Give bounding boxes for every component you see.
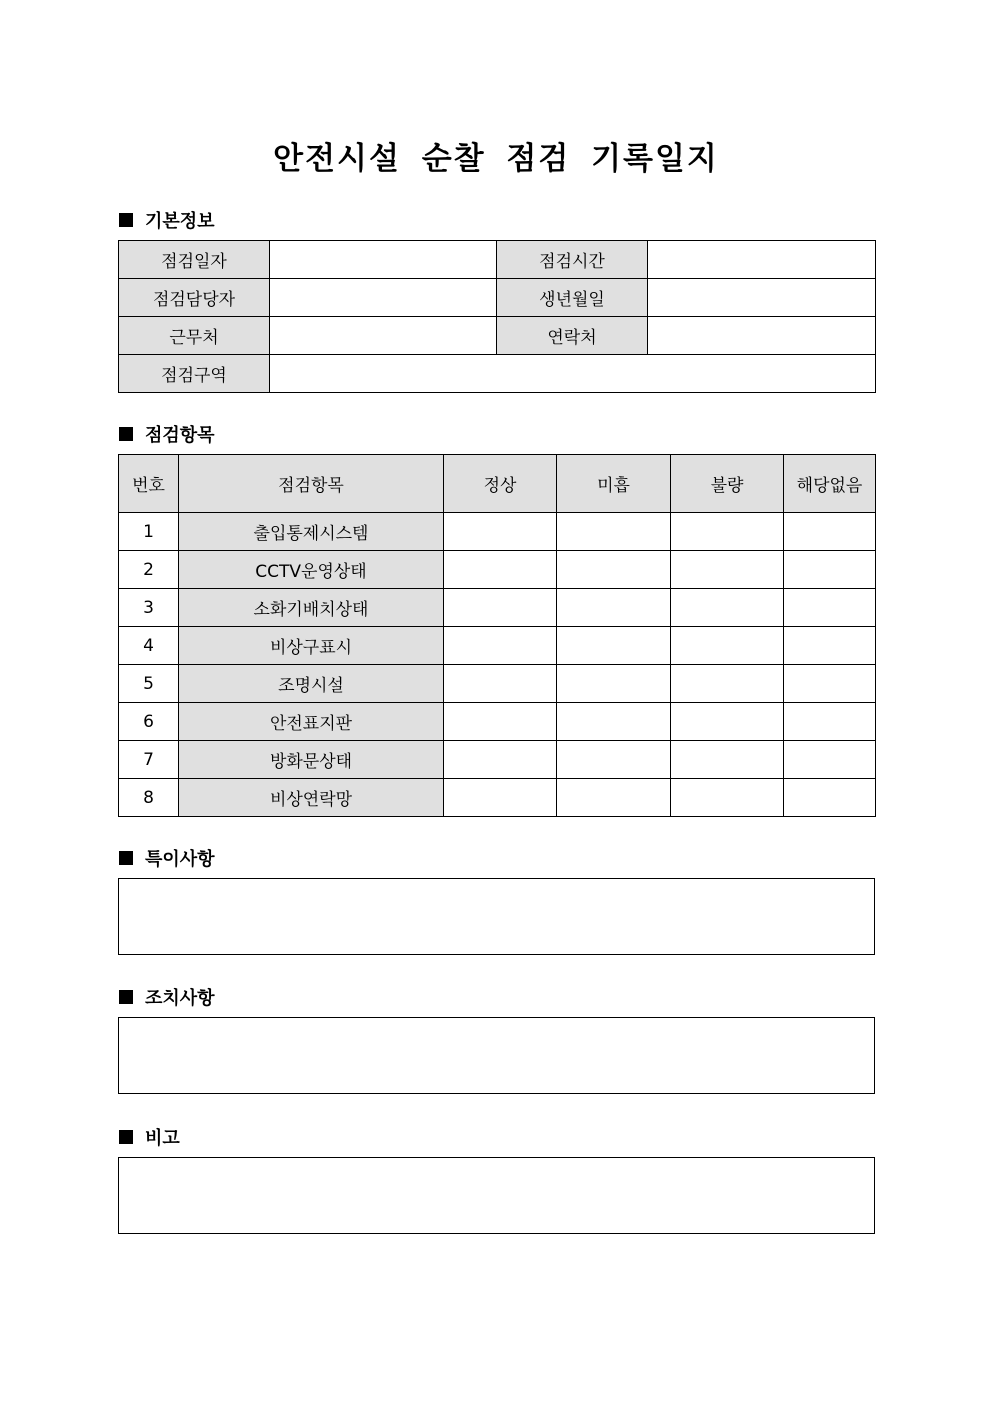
check-cell-defective[interactable] xyxy=(671,779,784,817)
check-cell-insufficient[interactable] xyxy=(557,741,671,779)
row-number: 6 xyxy=(119,703,179,741)
inspector-field[interactable] xyxy=(270,279,497,317)
row-number: 5 xyxy=(119,665,179,703)
square-bullet-icon xyxy=(119,990,133,1004)
table-row xyxy=(119,627,876,665)
table-row xyxy=(119,279,876,317)
check-cell-defective[interactable] xyxy=(671,589,784,627)
section-heading-remarks xyxy=(119,1126,180,1148)
check-cell-insufficient[interactable] xyxy=(557,589,671,627)
workplace-field[interactable] xyxy=(270,317,497,355)
section-heading-notes xyxy=(119,847,215,869)
check-cell-defective[interactable] xyxy=(671,551,784,589)
workplace-label: 근무처 xyxy=(119,317,270,355)
square-bullet-icon xyxy=(119,1130,133,1144)
table-row xyxy=(119,703,876,741)
birth-date-field[interactable] xyxy=(648,279,876,317)
col-header-normal: 정상 xyxy=(444,455,557,513)
contact-field[interactable] xyxy=(648,317,876,355)
inspection-time-label: 점검시간 xyxy=(497,241,648,279)
section-heading-items xyxy=(119,423,215,445)
check-cell-normal[interactable] xyxy=(444,703,557,741)
inspection-date-label: 점검일자 xyxy=(119,241,270,279)
check-cell-defective[interactable] xyxy=(671,741,784,779)
row-number: 7 xyxy=(119,741,179,779)
check-cell-na[interactable] xyxy=(784,741,876,779)
col-header-item: 점검항목 xyxy=(179,455,444,513)
section-heading-actions xyxy=(119,986,215,1008)
section-title: 점검항목 xyxy=(145,425,215,446)
check-cell-insufficient[interactable] xyxy=(557,703,671,741)
square-bullet-icon xyxy=(119,213,133,227)
square-bullet-icon xyxy=(119,427,133,441)
col-header-insufficient: 미흡 xyxy=(557,455,671,513)
col-header-no: 번호 xyxy=(119,455,179,513)
page-title: 안전시설 순찰 점검 기록일지 xyxy=(273,141,719,177)
section-heading-basic xyxy=(119,209,215,231)
item-name: 방화문상태 xyxy=(179,741,444,779)
table-row xyxy=(119,589,876,627)
section-title: 기본정보 xyxy=(145,211,215,232)
check-cell-defective[interactable] xyxy=(671,627,784,665)
check-cell-na[interactable] xyxy=(784,513,876,551)
check-cell-normal[interactable] xyxy=(444,627,557,665)
check-cell-normal[interactable] xyxy=(444,551,557,589)
item-name: 비상구표시 xyxy=(179,627,444,665)
basic-info-table xyxy=(118,240,876,393)
inspection-time-field[interactable] xyxy=(648,241,876,279)
check-cell-na[interactable] xyxy=(784,627,876,665)
table-row xyxy=(119,317,876,355)
section-title: 비고 xyxy=(145,1128,180,1149)
birth-date-label: 생년월일 xyxy=(497,279,648,317)
area-field[interactable] xyxy=(270,355,876,393)
notes-textbox[interactable] xyxy=(118,878,875,955)
section-title: 특이사항 xyxy=(145,849,215,870)
remarks-textbox[interactable] xyxy=(118,1157,875,1234)
area-label: 점검구역 xyxy=(119,355,270,393)
row-number: 8 xyxy=(119,779,179,817)
row-number: 2 xyxy=(119,551,179,589)
table-row xyxy=(119,551,876,589)
item-name: 소화기배치상태 xyxy=(179,589,444,627)
contact-label: 연락처 xyxy=(497,317,648,355)
inspection-date-field[interactable] xyxy=(270,241,497,279)
table-row xyxy=(119,665,876,703)
row-number: 1 xyxy=(119,513,179,551)
check-cell-insufficient[interactable] xyxy=(557,665,671,703)
check-cell-normal[interactable] xyxy=(444,589,557,627)
check-cell-normal[interactable] xyxy=(444,665,557,703)
check-cell-insufficient[interactable] xyxy=(557,551,671,589)
item-name: 조명시설 xyxy=(179,665,444,703)
item-name: 출입통제시스템 xyxy=(179,513,444,551)
table-row xyxy=(119,779,876,817)
table-row xyxy=(119,241,876,279)
check-cell-defective[interactable] xyxy=(671,513,784,551)
item-name: 안전표지판 xyxy=(179,703,444,741)
square-bullet-icon xyxy=(119,851,133,865)
check-cell-normal[interactable] xyxy=(444,779,557,817)
check-cell-normal[interactable] xyxy=(444,741,557,779)
check-cell-na[interactable] xyxy=(784,703,876,741)
row-number: 3 xyxy=(119,589,179,627)
check-cell-defective[interactable] xyxy=(671,703,784,741)
check-cell-insufficient[interactable] xyxy=(557,779,671,817)
check-cell-insufficient[interactable] xyxy=(557,627,671,665)
inspection-items-table xyxy=(118,454,876,817)
check-cell-normal[interactable] xyxy=(444,513,557,551)
item-name: CCTV운영상태 xyxy=(179,551,444,589)
table-row xyxy=(119,355,876,393)
check-cell-na[interactable] xyxy=(784,665,876,703)
table-row xyxy=(119,513,876,551)
check-cell-defective[interactable] xyxy=(671,665,784,703)
check-cell-na[interactable] xyxy=(784,589,876,627)
table-row xyxy=(119,741,876,779)
actions-textbox[interactable] xyxy=(118,1017,875,1094)
check-cell-na[interactable] xyxy=(784,551,876,589)
check-cell-na[interactable] xyxy=(784,779,876,817)
section-title: 조치사항 xyxy=(145,988,215,1009)
table-header-row xyxy=(119,455,876,513)
item-name: 비상연락망 xyxy=(179,779,444,817)
row-number: 4 xyxy=(119,627,179,665)
inspector-label: 점검담당자 xyxy=(119,279,270,317)
col-header-defective: 불량 xyxy=(671,455,784,513)
col-header-na: 해당없음 xyxy=(784,455,876,513)
check-cell-insufficient[interactable] xyxy=(557,513,671,551)
